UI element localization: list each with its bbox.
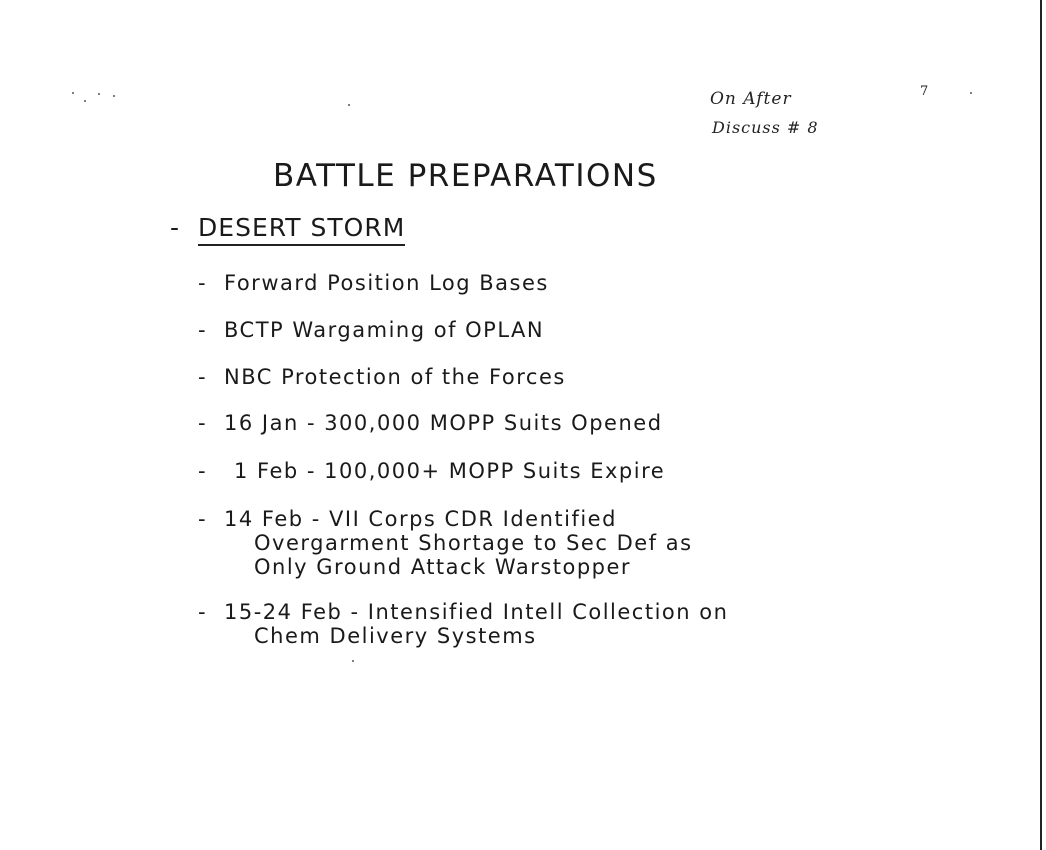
bullet-dash: - — [198, 600, 208, 624]
list-item — [198, 318, 544, 342]
item-text: 16 Jan - 300,000 MOPP Suits Opened — [224, 411, 663, 435]
section-dash: - — [170, 213, 181, 242]
list-item — [198, 271, 549, 295]
corner-page-mark: 7 — [920, 84, 930, 99]
item-line — [198, 600, 728, 624]
handwritten-note-line1: On After — [710, 89, 792, 109]
bullet-dash: - — [198, 507, 208, 531]
bullet-dash: - — [198, 459, 208, 483]
list-item — [198, 459, 665, 483]
item-text: Forward Position Log Bases — [224, 271, 549, 295]
page-edge-border — [1040, 0, 1042, 850]
item-text: BCTP Wargaming of OPLAN — [224, 318, 545, 342]
item-text: 15-24 Feb - Intensified Intell Collection on — [224, 600, 729, 624]
item-text-continuation: Overgarment Shortage to Sec Def as — [254, 531, 693, 555]
item-text: NBC Protection of the Forces — [224, 365, 566, 389]
list-item — [198, 507, 693, 579]
item-text-continuation: Chem Delivery Systems — [254, 624, 537, 648]
bullet-dash: - — [198, 365, 208, 389]
page-title: BATTLE PREPARATIONS — [273, 158, 658, 194]
handwritten-note-line2: Discuss # 8 — [712, 118, 819, 137]
item-line — [198, 507, 693, 531]
section-header — [170, 213, 405, 242]
section-heading: DESERT STORM — [198, 213, 405, 246]
list-item — [198, 600, 728, 648]
item-text: 1 Feb - 100,000+ MOPP Suits Expire — [234, 459, 666, 483]
item-text-continuation: Only Ground Attack Warstopper — [254, 555, 632, 579]
list-item — [198, 411, 663, 435]
bullet-dash: - — [198, 271, 208, 295]
bullet-dash: - — [198, 318, 208, 342]
list-item — [198, 365, 566, 389]
item-text: 14 Feb - VII Corps CDR Identified — [224, 507, 617, 531]
bullet-dash: - — [198, 411, 208, 435]
